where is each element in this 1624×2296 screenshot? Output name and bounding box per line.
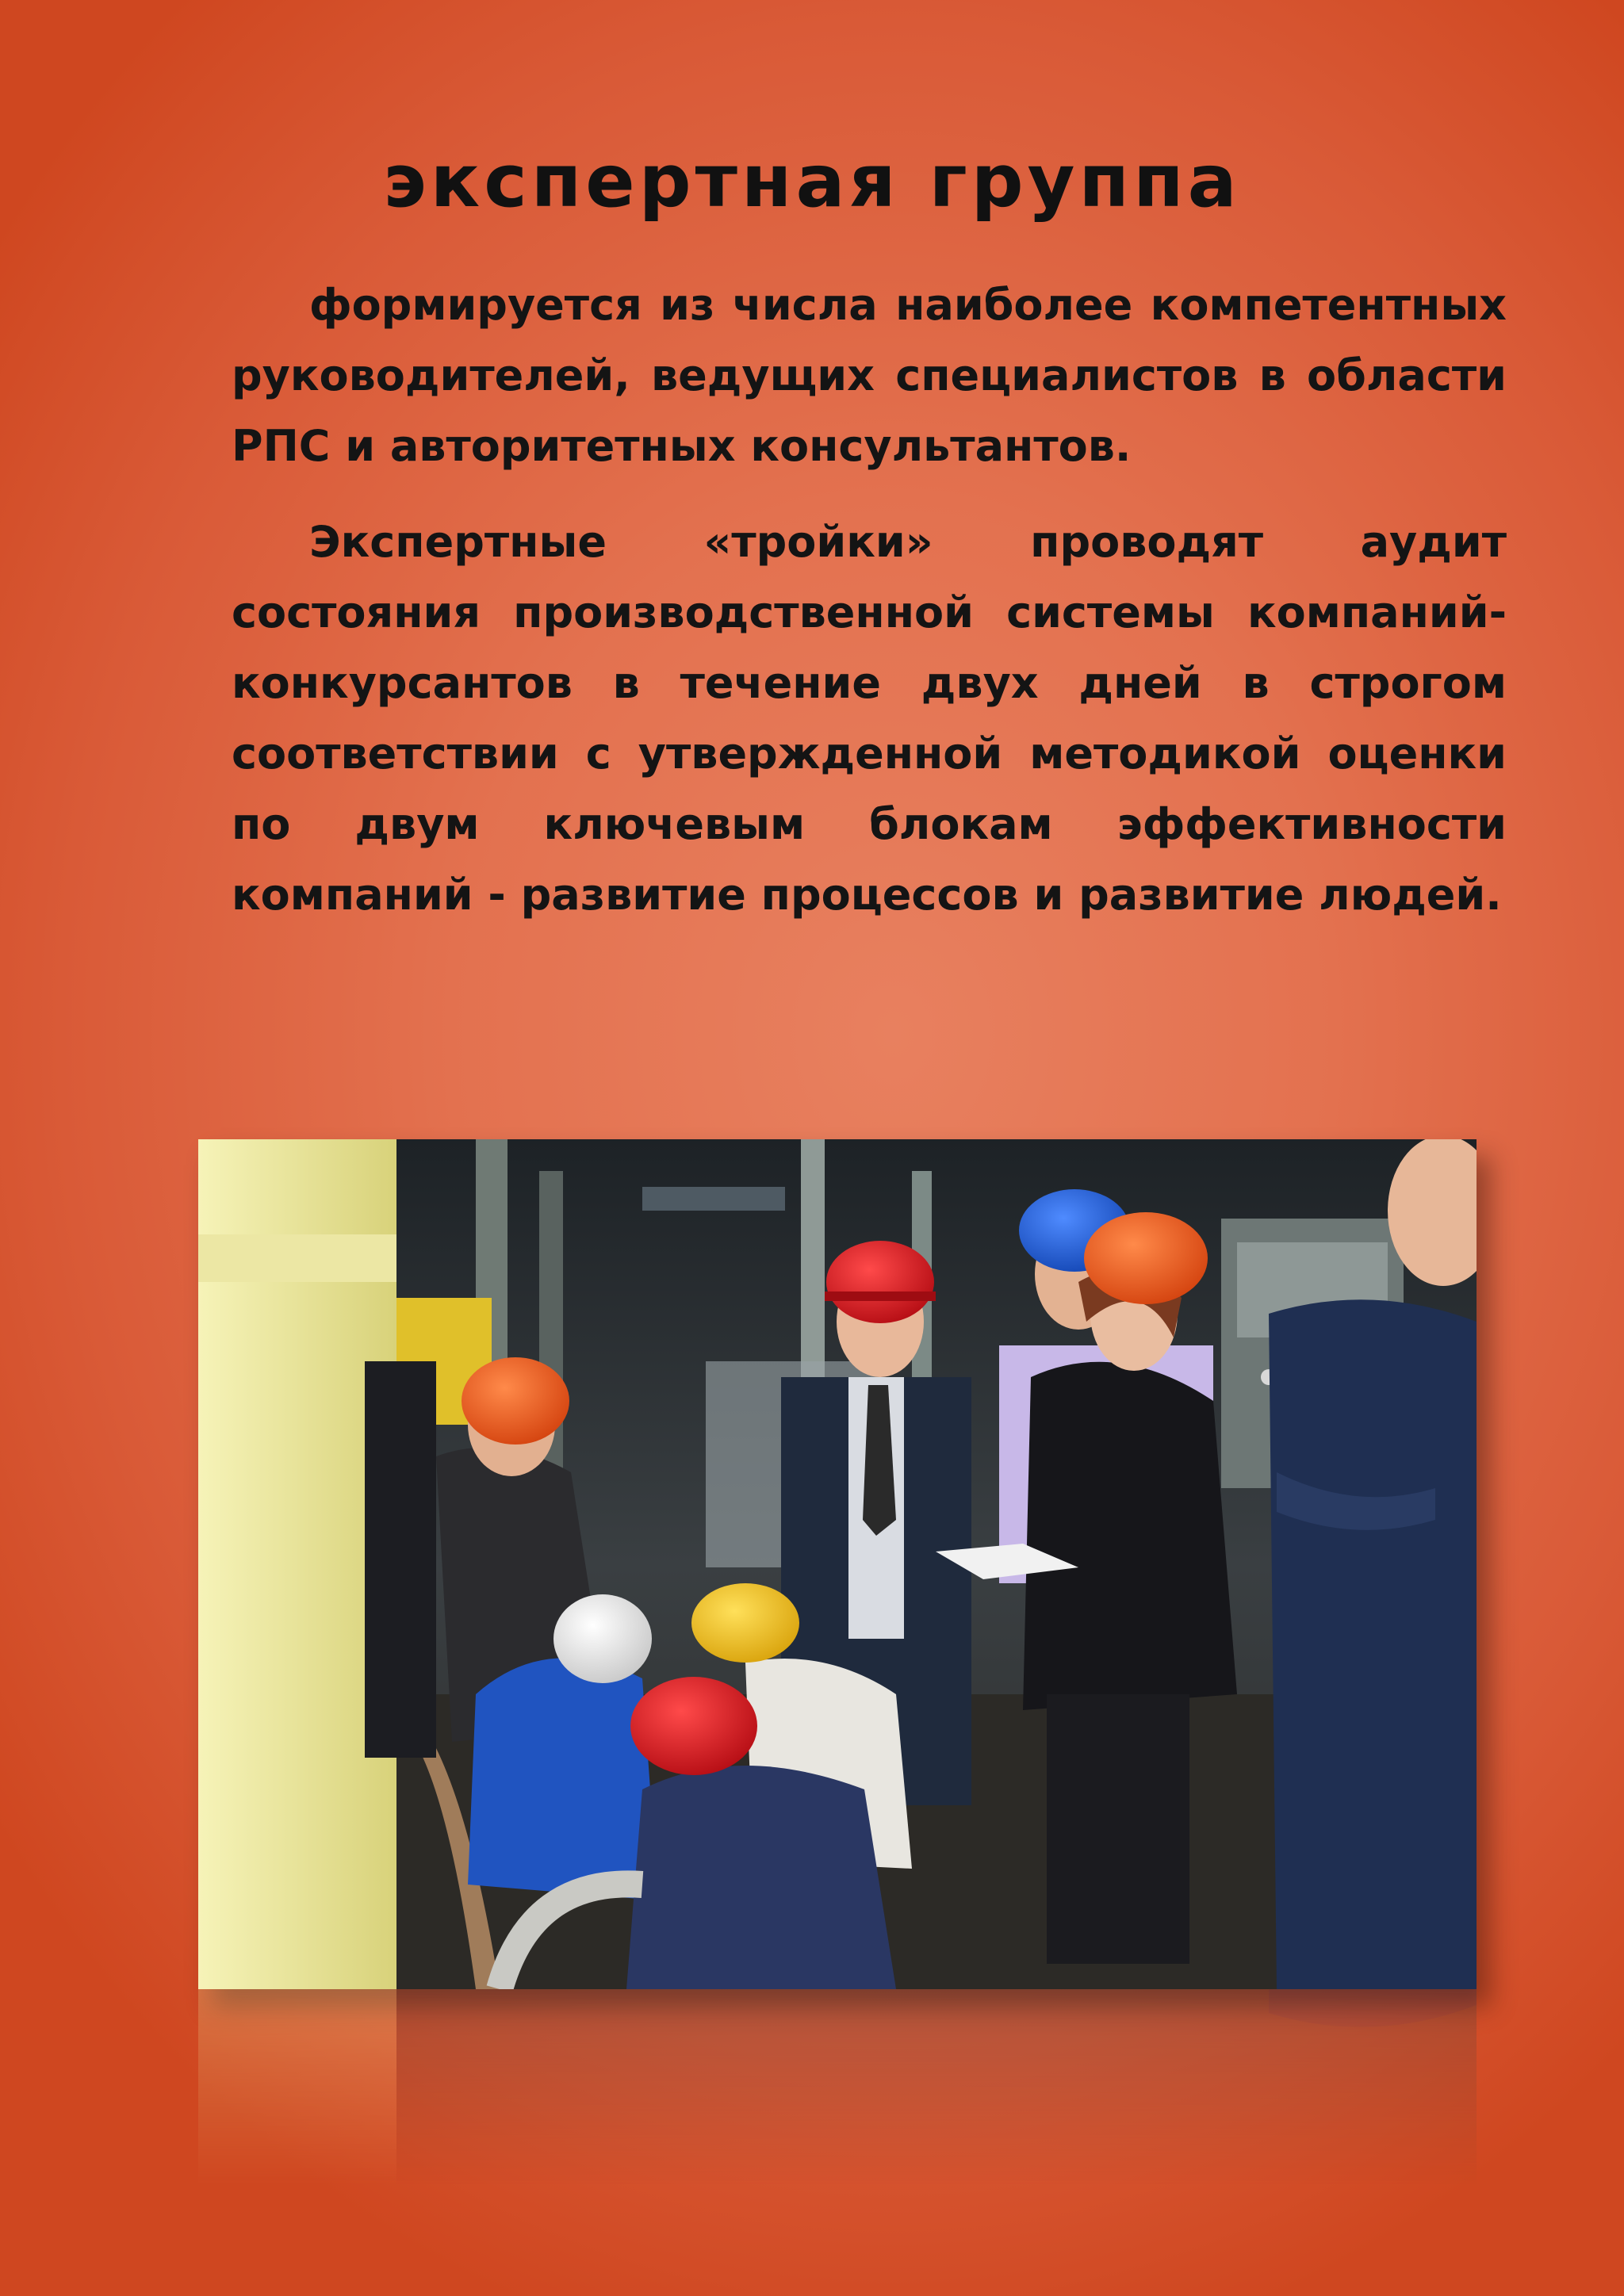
page-title: экспертная группа bbox=[383, 139, 1241, 224]
photo-reflection bbox=[198, 1989, 1477, 2187]
paragraph-1: формируется из числа наиболее компетентных руководителей, ведущих специалистов в области РПС и авторитетных консультантов. bbox=[232, 280, 1507, 471]
paragraph-2: Экспертные «тройки» проводят аудит состояния производственной системы компаний-конкурсантов в течение двух дней в строгом соответствии с утвержденной методикой оценки по двум ключевым блокам эффективности компаний - развитие процессов и развитие людей. bbox=[232, 517, 1507, 920]
expert-group-photo bbox=[198, 1139, 1477, 1989]
body-text bbox=[232, 270, 1507, 955]
